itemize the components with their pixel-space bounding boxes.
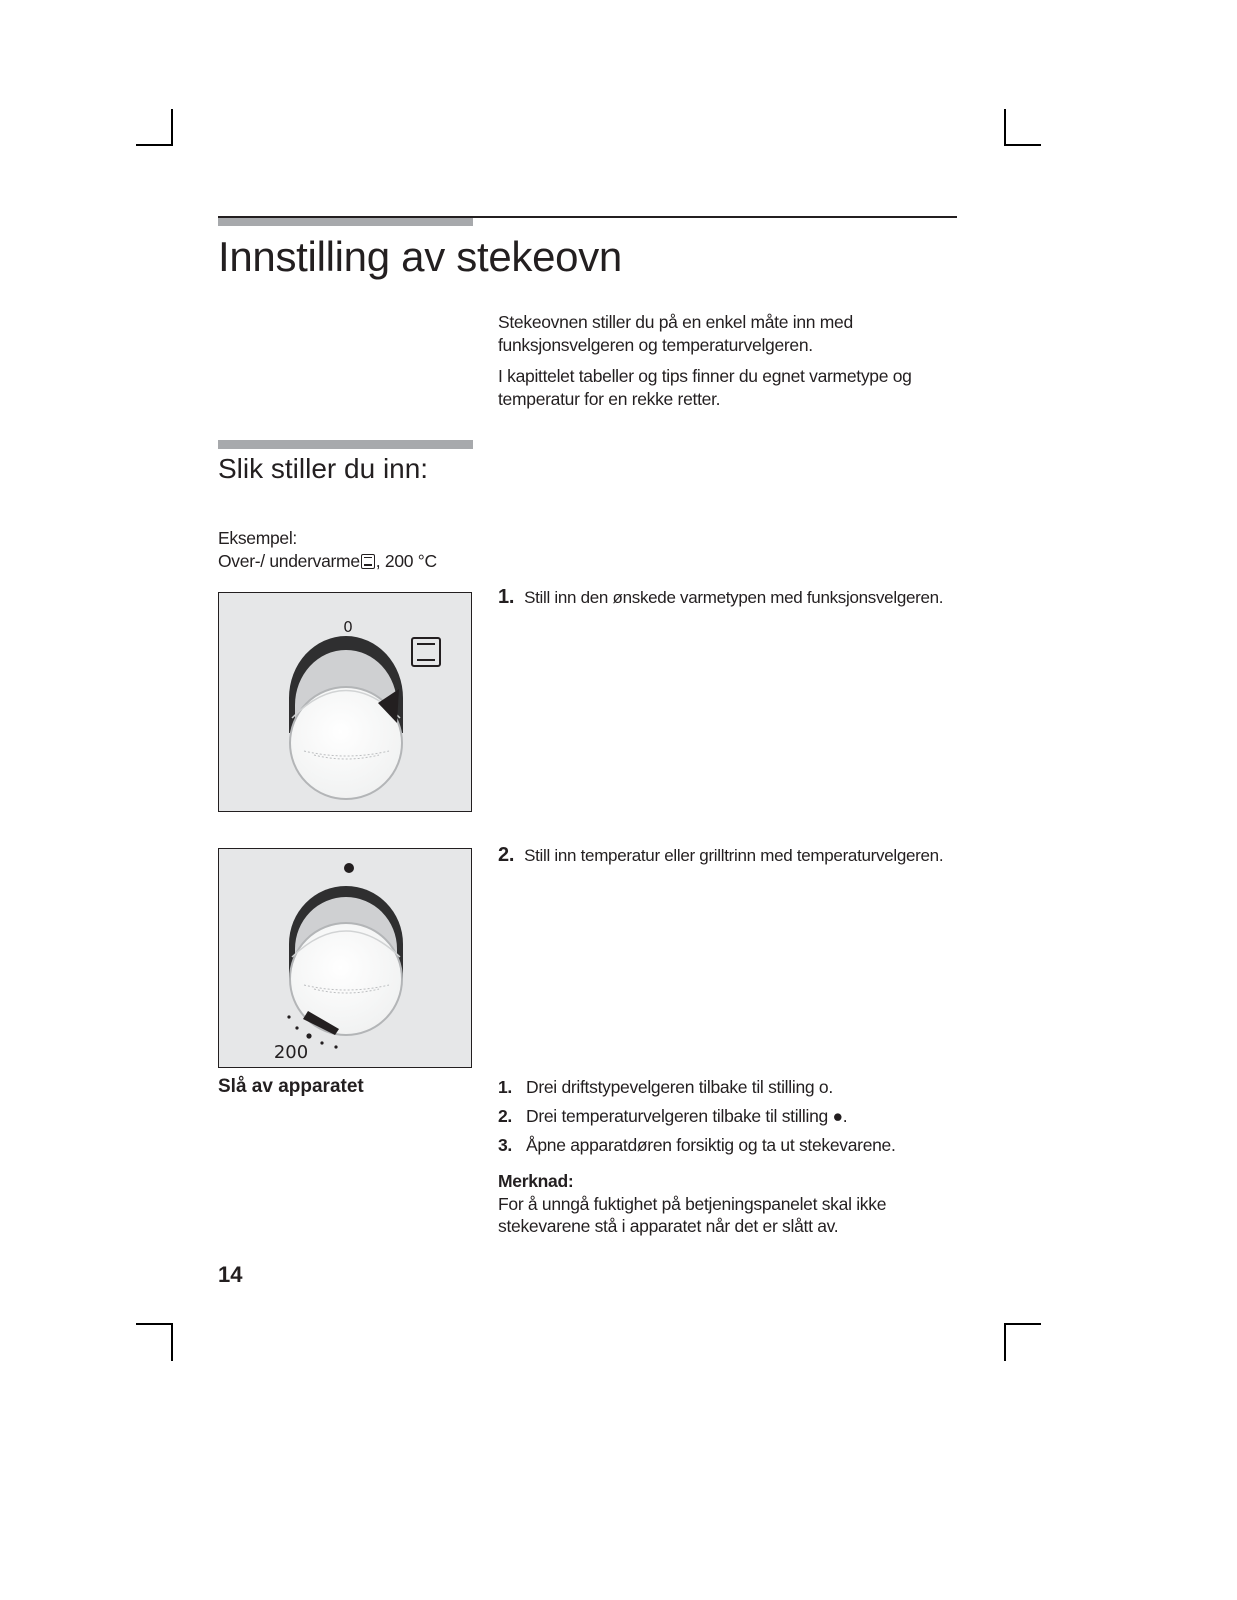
page-title: Innstilling av stekeovn [218,233,622,280]
intro-text [498,311,958,419]
section-accent-bar [218,440,473,449]
switch-off-item-1-text: Drei driftstypevelgeren tilbake til stilling [526,1077,819,1097]
example-temp-text: , 200 °C [375,550,437,571]
title-accent-bar [218,217,473,226]
section-heading: Slik stiller du inn: [218,453,429,484]
switch-off-item-3-number: 3. [498,1135,512,1155]
oven-top-bottom-heat-icon [412,638,440,666]
switch-off-item-3-text: Åpne apparatdøren forsiktig og ta ut stekevarene. [526,1135,896,1155]
zero-position-label: 0 [343,618,353,636]
step-1 [498,586,943,609]
function-selector-illustration [219,593,471,811]
crop-mark-top-right-h [1004,144,1041,146]
crop-mark-bottom-left-h [136,1323,173,1325]
note-heading: Merknad: [498,1171,574,1191]
function-selector-figure [218,592,472,812]
switch-off-item-3 [498,1134,968,1163]
switch-off-item-1-end: . [828,1077,833,1097]
intro-paragraph-1: Stekeovnen stiller du på en enkel måte inn med funksjonsvelgeren og temperaturvelgeren. [498,312,853,355]
step-2-text: Still inn temperatur eller grilltrinn med temperaturvelgeren. [524,846,944,865]
step-1-text: Still inn den ønskede varmetypen med funksjonsvelgeren. [524,588,944,607]
switch-off-item-2 [498,1105,968,1134]
switch-off-item-2-text: Drei temperaturvelgeren tilbake til stilling [526,1106,833,1126]
page-number: 14 [218,1262,243,1287]
switch-off-list [498,1076,968,1238]
title-rule [218,216,957,218]
crop-mark-top-left-h [136,144,173,146]
step-2-number: 2. [498,844,515,866]
crop-mark-top-left-v [171,109,173,146]
switch-off-item-2-number: 2. [498,1106,512,1126]
switch-off-item-1-number: 1. [498,1077,512,1097]
temperature-selector-figure [218,848,472,1068]
switch-off-heading: Slå av apparatet [218,1076,364,1097]
step-1-number: 1. [498,586,515,608]
off-dot-icon: ● [832,1106,843,1126]
crop-mark-bottom-right-h [1004,1323,1041,1325]
example-mode-text: Over-/ undervarme [218,550,360,571]
off-circle-icon: o [818,1077,829,1097]
intro-paragraph-2: I kapittelet tabeller og tips finner du egnet varmetype og temperatur for en rekke retter. [498,366,912,409]
temperature-knob [289,886,403,1035]
function-knob [289,636,403,799]
off-position-dot-icon [344,863,354,873]
note-text: For å unngå fuktighet på betjeningspanelet skal ikke stekevarene stå i apparatet når det er slått av. [498,1193,887,1236]
oven-top-bottom-heat-icon [361,554,375,569]
temperature-200-label: 200 [273,1042,309,1063]
switch-off-item-2-end: . [842,1106,848,1126]
crop-mark-bottom-left-v [171,1323,173,1361]
example-line [218,550,478,573]
example-block [218,527,478,572]
crop-mark-top-right-v [1004,109,1006,146]
example-label: Eksempel: [218,528,297,548]
crop-mark-bottom-right-v [1004,1323,1006,1361]
temperature-selector-illustration [219,849,471,1067]
step-2 [498,844,943,867]
switch-off-item-1 [498,1076,968,1105]
